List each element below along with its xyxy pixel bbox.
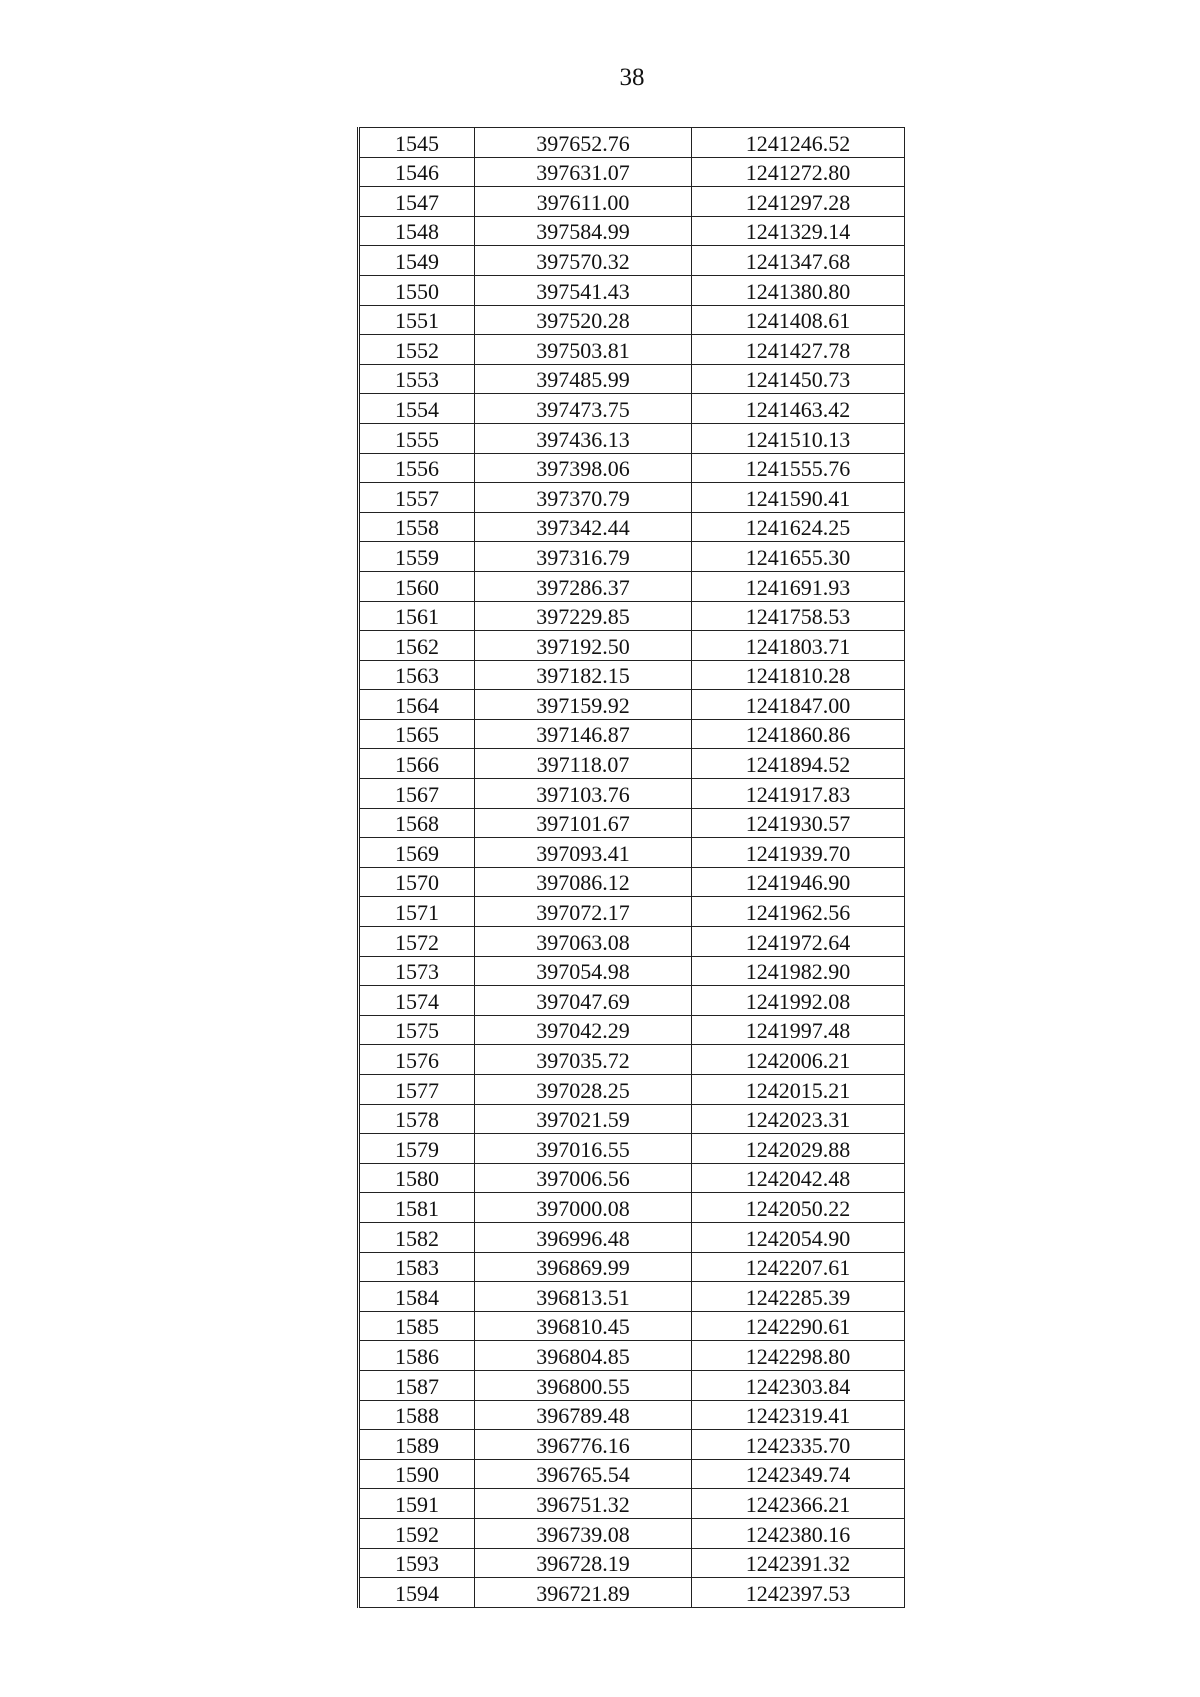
table-row	[359, 690, 905, 720]
x-coordinate-cell: 397016.55	[475, 1134, 692, 1164]
point-number-cell: 1569	[359, 838, 475, 868]
x-coordinate-cell: 396810.45	[475, 1311, 692, 1341]
table-row	[359, 1370, 905, 1400]
x-coordinate-cell: 397192.50	[475, 631, 692, 661]
point-number-cell: 1563	[359, 660, 475, 690]
x-coordinate-cell: 397541.43	[475, 275, 692, 305]
table-row	[359, 1045, 905, 1075]
x-coordinate-cell: 397631.07	[475, 157, 692, 187]
point-number-cell: 1591	[359, 1489, 475, 1519]
table-row	[359, 1489, 905, 1519]
y-coordinate-cell: 1241847.00	[692, 690, 905, 720]
x-coordinate-cell: 397316.79	[475, 542, 692, 572]
x-coordinate-cell: 396739.08	[475, 1518, 692, 1548]
x-coordinate-cell: 397042.29	[475, 1015, 692, 1045]
point-number-cell: 1593	[359, 1548, 475, 1578]
y-coordinate-cell: 1241555.76	[692, 453, 905, 483]
x-coordinate-cell: 396776.16	[475, 1430, 692, 1460]
y-coordinate-cell: 1241803.71	[692, 631, 905, 661]
y-coordinate-cell: 1242029.88	[692, 1134, 905, 1164]
y-coordinate-cell: 1241347.68	[692, 246, 905, 276]
table-row	[359, 453, 905, 483]
x-coordinate-cell: 397063.08	[475, 927, 692, 957]
x-coordinate-cell: 397103.76	[475, 779, 692, 809]
table-row	[359, 1015, 905, 1045]
y-coordinate-cell: 1242023.31	[692, 1104, 905, 1134]
y-coordinate-cell: 1242290.61	[692, 1311, 905, 1341]
y-coordinate-cell: 1242335.70	[692, 1430, 905, 1460]
x-coordinate-cell: 397584.99	[475, 216, 692, 246]
x-coordinate-cell: 397006.56	[475, 1163, 692, 1193]
table-row	[359, 1341, 905, 1371]
x-coordinate-cell: 397146.87	[475, 719, 692, 749]
table-row	[359, 1252, 905, 1282]
table-row	[359, 1282, 905, 1312]
point-number-cell: 1545	[359, 128, 475, 158]
y-coordinate-cell: 1242380.16	[692, 1518, 905, 1548]
y-coordinate-cell: 1242054.90	[692, 1222, 905, 1252]
table-row	[359, 1578, 905, 1608]
point-number-cell: 1590	[359, 1459, 475, 1489]
y-coordinate-cell: 1242319.41	[692, 1400, 905, 1430]
x-coordinate-cell: 397286.37	[475, 571, 692, 601]
table-row	[359, 483, 905, 513]
point-number-cell: 1565	[359, 719, 475, 749]
table-row	[359, 275, 905, 305]
y-coordinate-cell: 1242349.74	[692, 1459, 905, 1489]
table-row	[359, 897, 905, 927]
y-coordinate-cell: 1241992.08	[692, 986, 905, 1016]
y-coordinate-cell: 1241272.80	[692, 157, 905, 187]
coordinates-table	[357, 127, 905, 1608]
point-number-cell: 1547	[359, 187, 475, 217]
y-coordinate-cell: 1241997.48	[692, 1015, 905, 1045]
y-coordinate-cell: 1242298.80	[692, 1341, 905, 1371]
x-coordinate-cell: 396804.85	[475, 1341, 692, 1371]
point-number-cell: 1562	[359, 631, 475, 661]
y-coordinate-cell: 1241962.56	[692, 897, 905, 927]
y-coordinate-cell: 1242303.84	[692, 1370, 905, 1400]
table-row	[359, 1075, 905, 1105]
x-coordinate-cell: 397342.44	[475, 512, 692, 542]
point-number-cell: 1567	[359, 779, 475, 809]
x-coordinate-cell: 397473.75	[475, 394, 692, 424]
point-number-cell: 1576	[359, 1045, 475, 1075]
point-number-cell: 1572	[359, 927, 475, 957]
y-coordinate-cell: 1241860.86	[692, 719, 905, 749]
point-number-cell: 1561	[359, 601, 475, 631]
x-coordinate-cell: 397182.15	[475, 660, 692, 690]
point-number-cell: 1554	[359, 394, 475, 424]
point-number-cell: 1582	[359, 1222, 475, 1252]
table-row	[359, 1400, 905, 1430]
y-coordinate-cell: 1242207.61	[692, 1252, 905, 1282]
table-row	[359, 631, 905, 661]
point-number-cell: 1585	[359, 1311, 475, 1341]
y-coordinate-cell: 1241917.83	[692, 779, 905, 809]
x-coordinate-cell: 397436.13	[475, 423, 692, 453]
y-coordinate-cell: 1241329.14	[692, 216, 905, 246]
x-coordinate-cell: 397485.99	[475, 364, 692, 394]
y-coordinate-cell: 1241450.73	[692, 364, 905, 394]
point-number-cell: 1548	[359, 216, 475, 246]
table-row	[359, 246, 905, 276]
table-row	[359, 542, 905, 572]
point-number-cell: 1578	[359, 1104, 475, 1134]
table-row	[359, 779, 905, 809]
table-row	[359, 808, 905, 838]
table-row	[359, 867, 905, 897]
point-number-cell: 1588	[359, 1400, 475, 1430]
table-row	[359, 1134, 905, 1164]
y-coordinate-cell: 1242015.21	[692, 1075, 905, 1105]
page-number: 38	[619, 64, 645, 91]
x-coordinate-cell: 397398.06	[475, 453, 692, 483]
x-coordinate-cell: 397118.07	[475, 749, 692, 779]
x-coordinate-cell: 397101.67	[475, 808, 692, 838]
point-number-cell: 1550	[359, 275, 475, 305]
x-coordinate-cell: 397652.76	[475, 128, 692, 158]
point-number-cell: 1570	[359, 867, 475, 897]
x-coordinate-cell: 397054.98	[475, 956, 692, 986]
y-coordinate-cell: 1241655.30	[692, 542, 905, 572]
y-coordinate-cell: 1241982.90	[692, 956, 905, 986]
y-coordinate-cell: 1241463.42	[692, 394, 905, 424]
y-coordinate-cell: 1241758.53	[692, 601, 905, 631]
y-coordinate-cell: 1241946.90	[692, 867, 905, 897]
x-coordinate-cell: 397520.28	[475, 305, 692, 335]
table-row	[359, 838, 905, 868]
x-coordinate-cell: 396996.48	[475, 1222, 692, 1252]
point-number-cell: 1546	[359, 157, 475, 187]
point-number-cell: 1579	[359, 1134, 475, 1164]
x-coordinate-cell: 396800.55	[475, 1370, 692, 1400]
table-row	[359, 128, 905, 158]
point-number-cell: 1589	[359, 1430, 475, 1460]
y-coordinate-cell: 1241894.52	[692, 749, 905, 779]
x-coordinate-cell: 397159.92	[475, 690, 692, 720]
x-coordinate-cell: 396869.99	[475, 1252, 692, 1282]
point-number-cell: 1551	[359, 305, 475, 335]
table-row	[359, 660, 905, 690]
point-number-cell: 1580	[359, 1163, 475, 1193]
point-number-cell: 1558	[359, 512, 475, 542]
y-coordinate-cell: 1241624.25	[692, 512, 905, 542]
y-coordinate-cell: 1242366.21	[692, 1489, 905, 1519]
table-row	[359, 335, 905, 365]
coordinates-table-body	[359, 128, 905, 1608]
x-coordinate-cell: 397503.81	[475, 335, 692, 365]
table-row	[359, 364, 905, 394]
table-row	[359, 571, 905, 601]
y-coordinate-cell: 1241427.78	[692, 335, 905, 365]
point-number-cell: 1564	[359, 690, 475, 720]
y-coordinate-cell: 1241380.80	[692, 275, 905, 305]
table-row	[359, 986, 905, 1016]
table-row	[359, 927, 905, 957]
point-number-cell: 1566	[359, 749, 475, 779]
y-coordinate-cell: 1242006.21	[692, 1045, 905, 1075]
y-coordinate-cell: 1242050.22	[692, 1193, 905, 1223]
table-row	[359, 956, 905, 986]
y-coordinate-cell: 1241930.57	[692, 808, 905, 838]
table-row	[359, 1104, 905, 1134]
x-coordinate-cell: 397229.85	[475, 601, 692, 631]
x-coordinate-cell: 397570.32	[475, 246, 692, 276]
y-coordinate-cell: 1242042.48	[692, 1163, 905, 1193]
y-coordinate-cell: 1241297.28	[692, 187, 905, 217]
x-coordinate-cell: 397035.72	[475, 1045, 692, 1075]
table-row	[359, 394, 905, 424]
point-number-cell: 1581	[359, 1193, 475, 1223]
y-coordinate-cell: 1241408.61	[692, 305, 905, 335]
x-coordinate-cell: 396721.89	[475, 1578, 692, 1608]
point-number-cell: 1584	[359, 1282, 475, 1312]
point-number-cell: 1549	[359, 246, 475, 276]
point-number-cell: 1586	[359, 1341, 475, 1371]
point-number-cell: 1553	[359, 364, 475, 394]
x-coordinate-cell: 397000.08	[475, 1193, 692, 1223]
x-coordinate-cell: 397611.00	[475, 187, 692, 217]
point-number-cell: 1575	[359, 1015, 475, 1045]
y-coordinate-cell: 1241810.28	[692, 660, 905, 690]
point-number-cell: 1587	[359, 1370, 475, 1400]
x-coordinate-cell: 396789.48	[475, 1400, 692, 1430]
table-row	[359, 157, 905, 187]
point-number-cell: 1594	[359, 1578, 475, 1608]
x-coordinate-cell: 397072.17	[475, 897, 692, 927]
x-coordinate-cell: 397021.59	[475, 1104, 692, 1134]
y-coordinate-cell: 1241939.70	[692, 838, 905, 868]
y-coordinate-cell: 1242391.32	[692, 1548, 905, 1578]
x-coordinate-cell: 396728.19	[475, 1548, 692, 1578]
y-coordinate-cell: 1241510.13	[692, 423, 905, 453]
x-coordinate-cell: 397093.41	[475, 838, 692, 868]
table-row	[359, 423, 905, 453]
x-coordinate-cell: 396751.32	[475, 1489, 692, 1519]
x-coordinate-cell: 397047.69	[475, 986, 692, 1016]
table-row	[359, 1163, 905, 1193]
table-row	[359, 1548, 905, 1578]
point-number-cell: 1574	[359, 986, 475, 1016]
point-number-cell: 1568	[359, 808, 475, 838]
table-row	[359, 1222, 905, 1252]
point-number-cell: 1571	[359, 897, 475, 927]
point-number-cell: 1557	[359, 483, 475, 513]
table-row	[359, 1518, 905, 1548]
point-number-cell: 1560	[359, 571, 475, 601]
point-number-cell: 1559	[359, 542, 475, 572]
y-coordinate-cell: 1242397.53	[692, 1578, 905, 1608]
table-row	[359, 601, 905, 631]
x-coordinate-cell: 396765.54	[475, 1459, 692, 1489]
table-row	[359, 749, 905, 779]
x-coordinate-cell: 397370.79	[475, 483, 692, 513]
x-coordinate-cell: 397086.12	[475, 867, 692, 897]
y-coordinate-cell: 1241246.52	[692, 128, 905, 158]
y-coordinate-cell: 1241590.41	[692, 483, 905, 513]
table-row	[359, 1311, 905, 1341]
point-number-cell: 1577	[359, 1075, 475, 1105]
y-coordinate-cell: 1242285.39	[692, 1282, 905, 1312]
y-coordinate-cell: 1241972.64	[692, 927, 905, 957]
point-number-cell: 1573	[359, 956, 475, 986]
x-coordinate-cell: 396813.51	[475, 1282, 692, 1312]
table-row	[359, 512, 905, 542]
table-row	[359, 1459, 905, 1489]
point-number-cell: 1556	[359, 453, 475, 483]
point-number-cell: 1555	[359, 423, 475, 453]
table-row	[359, 1430, 905, 1460]
table-row	[359, 216, 905, 246]
x-coordinate-cell: 397028.25	[475, 1075, 692, 1105]
point-number-cell: 1583	[359, 1252, 475, 1282]
table-row	[359, 1193, 905, 1223]
table-row	[359, 305, 905, 335]
point-number-cell: 1552	[359, 335, 475, 365]
table-row	[359, 187, 905, 217]
point-number-cell: 1592	[359, 1518, 475, 1548]
y-coordinate-cell: 1241691.93	[692, 571, 905, 601]
table-row	[359, 719, 905, 749]
